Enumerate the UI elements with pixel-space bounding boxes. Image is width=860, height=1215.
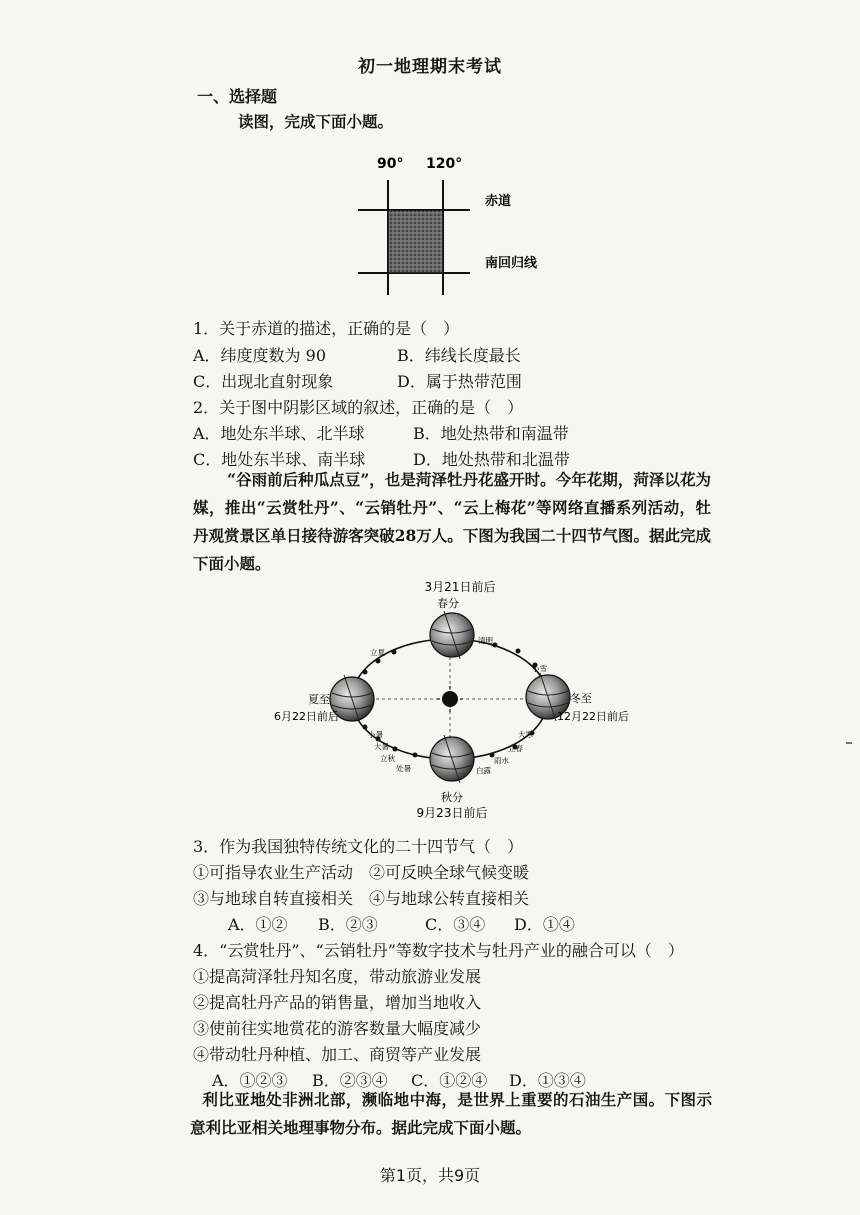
page-footer: 第1页，共9页 [379,1166,481,1185]
tropic-label: 南回归线 [485,256,538,271]
q2-option-a: A．地处东半球、北半球 [193,424,365,443]
q4-statement-1: ①提高菏泽牡丹知名度，带动旅游业发展 [193,967,482,986]
q3-statements-1: ①可指导农业生产活动 ②可反映全球气候变暖 [193,863,530,882]
q3-option-d: D．①④ [514,915,575,934]
svg-text:小暑: 小暑 [368,730,383,739]
svg-text:大寒: 大寒 [518,730,533,739]
equator-label: 赤道 [485,194,512,209]
svg-text:大暑: 大暑 [374,742,389,751]
reading-passage-2: 利比亚地处非洲北部，濒临地中海，是世界上重要的石油生产国。下图示意利比亚相关地理事物分布。据此完成下面小题。 [190,1090,712,1137]
autumn-date-label: 9月23日前后 [416,806,488,820]
svg-text:白露: 白露 [476,766,491,775]
spring-date-label: 3月21日前后 [424,580,496,594]
q4-statement-4: ④带动牡丹种植、加工、商贸等产业发展 [193,1045,482,1064]
q4-option-d: D．①③④ [509,1071,586,1090]
q4-option-a: A．①②③ [212,1071,288,1090]
reading-passage-1: “谷雨前后种瓜点豆”，也是菏泽牡丹花盛开时。今年花期，菏泽以花为媒，推出“云赏牡丹”、“云销牡丹”、“云上梅花”等网络直播系列活动，牡丹观赏景区单日接待游客突破28万人。下图为我国二十四节气图。据此完成下面小题。 [193,470,711,573]
scan-mark [846,742,852,744]
q3-option-a: A．①② [228,915,288,934]
page-title: 初一地理期末考试 [358,57,502,77]
svg-text:处暑: 处暑 [396,764,411,773]
q1-stem: 1．关于赤道的描述，正确的是（ ） [193,319,460,338]
svg-text:雨水: 雨水 [494,756,509,765]
latitude-map-figure [350,150,560,300]
svg-text:清明: 清明 [478,636,493,645]
q3-statements-2: ③与地球自转直接相关 ④与地球公转直接相关 [193,889,530,908]
q4-stem: 4．“云赏牡丹”、“云销牡丹”等数字技术与牡丹产业的融合可以（ ） [193,941,684,960]
q4-statement-2: ②提高牡丹产品的销售量，增加当地收入 [193,993,482,1012]
q4-option-b: B．②③④ [312,1071,388,1090]
autumn-equinox-label: 秋分 [441,791,463,804]
svg-text:立春: 立春 [508,744,523,753]
q4-option-c: C．①②④ [411,1071,488,1090]
q1-option-c: C．出现北直射现象 [193,372,334,391]
section-heading: 一、选择题 [197,87,278,106]
q2-option-b: B．地处热带和南温带 [413,424,569,443]
spring-equinox-label: 春分 [437,597,459,610]
q2-option-d: D．地处热带和北温带 [413,450,570,469]
svg-text:立夏: 立夏 [370,648,385,657]
summer-date-label: 6月22日前后 [274,710,339,723]
q3-stem: 3．作为我国独特传统文化的二十四节气（ ） [193,837,524,856]
sun-icon [442,691,458,707]
q1-option-a: A．纬度度数为 90 [193,346,327,365]
shaded-region [388,210,443,273]
summer-solstice-label: 夏至 [308,693,330,706]
longitude-120-label: 120° [426,156,463,172]
solar-terms-orbit-diagram [270,577,650,822]
q3-option-c: C．③④ [425,915,486,934]
q2-option-c: C．地处东半球、南半球 [193,450,366,469]
winter-date-label: 12月22日前后 [557,710,629,723]
winter-solstice-label: 冬至 [570,692,592,705]
svg-text:立秋: 立秋 [380,754,395,763]
intro-instruction: 读图，完成下面小题。 [238,112,394,131]
q3-option-b: B．②③ [318,915,378,934]
q1-option-d: D．属于热带范围 [397,372,522,391]
q1-option-b: B．纬线长度最长 [397,346,521,365]
q2-stem: 2．关于图中阴影区域的叙述，正确的是（ ） [193,398,524,417]
q4-statement-3: ③使前往实地赏花的游客数量大幅度减少 [193,1019,482,1038]
longitude-90-label: 90° [377,156,404,172]
svg-text:小雪: 小雪 [532,664,547,673]
